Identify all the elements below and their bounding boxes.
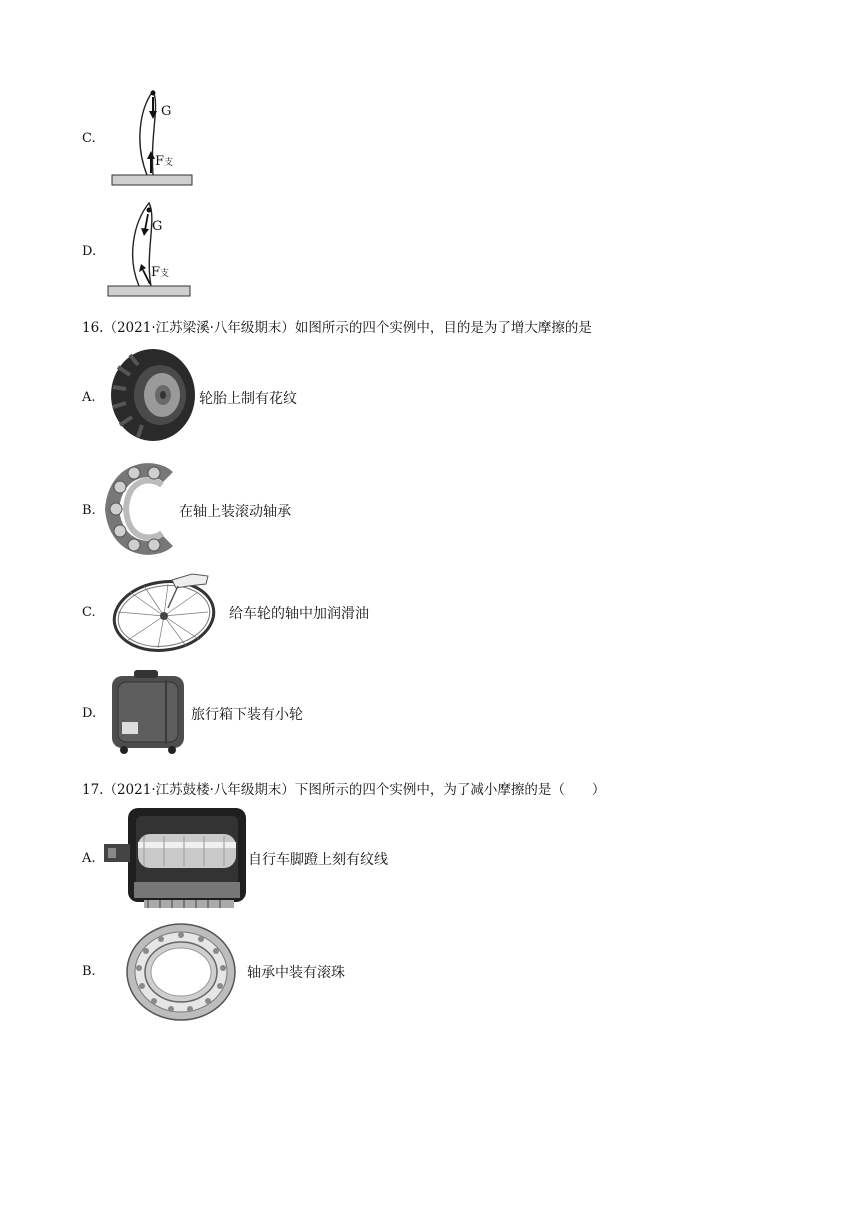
bicycle-wheel-image [108,572,226,654]
option-d-label: D. [82,244,97,259]
q17-option-b-label: B. [82,964,96,979]
gravity-label-c: G [161,104,172,119]
tire-image [108,347,198,444]
option-d-figure [105,198,200,303]
q16-option-d-label: D. [82,706,97,721]
q16-option-b-label: B. [82,503,96,518]
bearing-c-image [106,463,174,555]
question-17-stem: 17.（2021·江苏鼓楼·八年级期末）下图所示的四个实例中，为了减小摩擦的是（ ） [82,782,606,798]
q17-option-a-label: A. [82,851,96,866]
support-force-label-d: F支 [151,265,170,280]
gravity-label-d: G [152,219,163,234]
q16-option-c-label: C. [82,605,96,620]
q17-option-a-caption: 自行车脚蹬上刻有纹线 [248,852,388,868]
support-force-label-c: F支 [155,154,174,169]
suitcase-image [108,668,188,755]
q16-option-c-caption: 给车轮的轴中加润滑油 [229,606,369,622]
ball-bearing-image [124,920,238,1024]
bicycle-pedal-image [104,804,248,916]
option-c-label: C. [82,131,96,146]
q16-option-b-caption: 在轴上装滚动轴承 [179,504,291,520]
q17-option-b-caption: 轴承中装有滚珠 [247,965,345,981]
q16-option-a-label: A. [82,390,96,405]
q16-option-d-caption: 旅行箱下装有小轮 [191,707,303,723]
option-c-figure [105,85,200,190]
question-16-stem: 16.（2021·江苏梁溪·八年级期末）如图所示的四个实例中，目的是为了增大摩擦的是 [82,320,592,336]
q16-option-a-caption: 轮胎上制有花纹 [199,391,297,407]
